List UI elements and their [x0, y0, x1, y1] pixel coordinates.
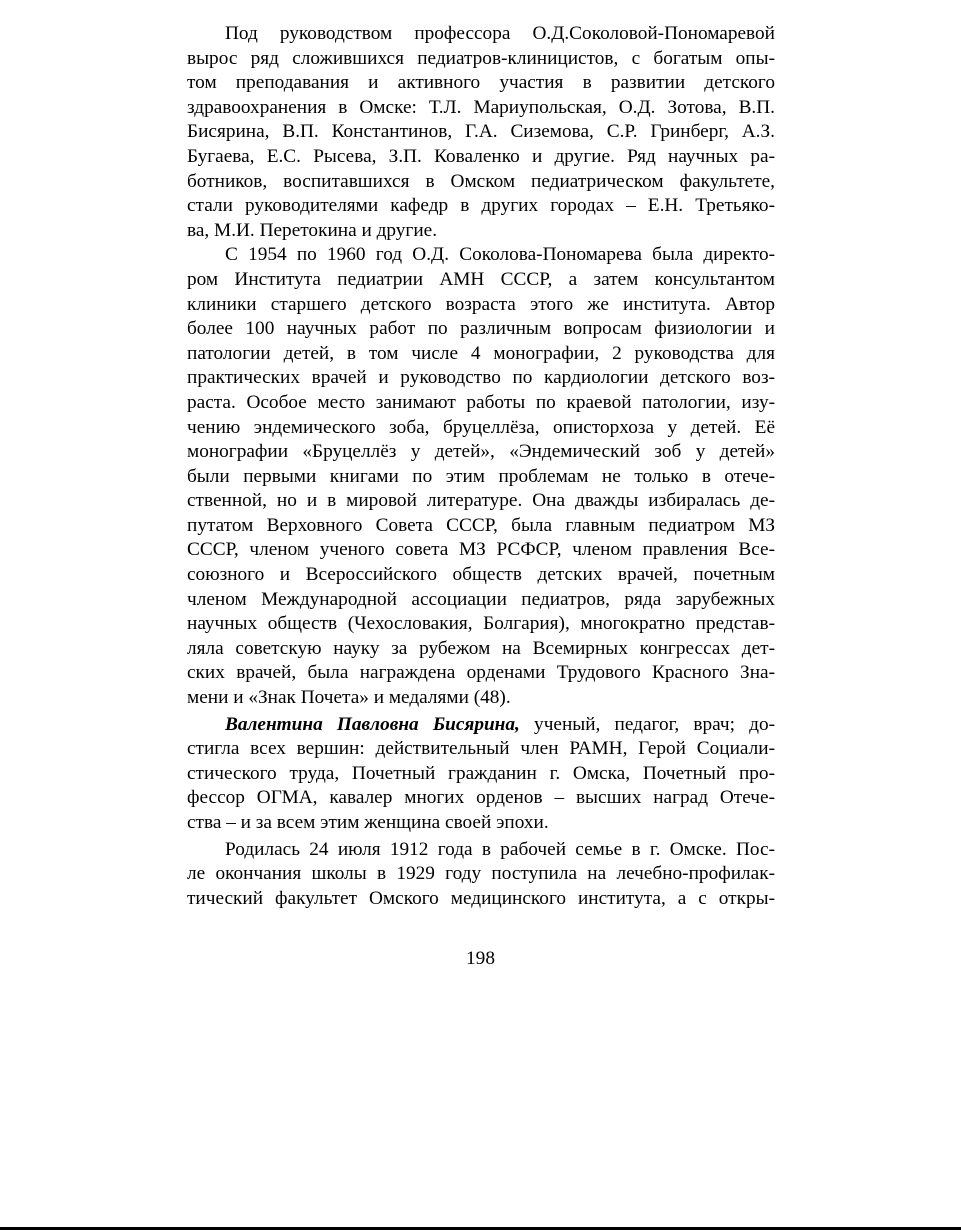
- text-line: монографии «Бруцеллёз у детей», «Эндемический зоб у детей»: [187, 441, 775, 463]
- text-line: союзного и Всероссийского обществ детских врачей, почетным: [187, 564, 775, 586]
- text-fragment: ученый, педагог, врач; до-: [519, 713, 776, 735]
- text-line: более 100 научных работ по различным вопросам физиологии и: [187, 318, 775, 340]
- text-line: раста. Особое место занимают работы по краевой патологии, изу-: [187, 391, 775, 413]
- page-number: 198: [466, 948, 495, 969]
- person-name: Валентина Павловна Бисярина,: [225, 713, 520, 735]
- text-line: чению эндемического зоба, бруцеллёза, описторхоза у детей. Её: [187, 416, 775, 438]
- text-line: научных обществ (Чехословакия, Болгария), многократно представ-: [187, 613, 775, 635]
- text-line: тический факультет Омского медицинского института, а с откры-: [187, 887, 775, 909]
- text-line: ляла советскую науку за рубежом на Всемирных конгрессах дет-: [187, 637, 775, 659]
- text-line: ром Института педиатрии АМН СССР, а затем консультантом: [187, 268, 775, 290]
- text-line: членом Международной ассоциации педиатров, ряда зарубежных: [187, 588, 775, 610]
- text-line: [187, 713, 775, 738]
- text-line: клиники старшего детского возраста этого же института. Автор: [187, 293, 775, 315]
- text-line: Бугаева, Е.С. Рысева, З.П. Коваленко и другие. Ряд научных ра-: [187, 145, 775, 167]
- text-line: ботников, воспитавшихся в Омском педиатрическом факультете,: [187, 170, 775, 192]
- text-line: Родилась 24 июля 1912 года в рабочей семье в г. Омске. Пос-: [225, 838, 775, 860]
- paragraph: [187, 838, 775, 912]
- text-line: фессор ОГМА, кавалер многих орденов – высших наград Отече-: [187, 787, 775, 809]
- text-line: практических врачей и руководство по кардиологии детского воз-: [187, 367, 775, 389]
- text-line: стического труда, Почетный гражданин г. Омска, Почетный про-: [187, 762, 775, 784]
- text-line: стигла всех вершин: действительный член РАМН, Герой Социали-: [187, 738, 775, 760]
- text-line: ственной, но и в мировой литературе. Она дважды избиралась де-: [187, 490, 775, 512]
- text-line: здравоохранения в Омске: Т.Л. Мариупольская, О.Д. Зотова, В.П.: [187, 96, 775, 118]
- text-line: том преподавания и активного участия в развитии детского: [187, 72, 775, 94]
- text-line: СССР, членом ученого совета МЗ РСФСР, членом правления Все-: [187, 539, 775, 561]
- text-line: ва, М.И. Перетокина и другие.: [187, 219, 438, 241]
- text-line: ских врачей, была награждена орденами Трудового Красного Зна-: [187, 662, 775, 684]
- text-line: были первыми книгами по этим проблемам не только в отече-: [187, 465, 775, 487]
- text-line: ства – и за всем этим женщина своей эпохи.: [187, 812, 549, 833]
- text-line: Бисярина, В.П. Константинов, Г.А. Сиземова, С.Р. Гринберг, А.З.: [187, 121, 775, 143]
- text-line: Под руководством профессора О.Д.Соколовой-Пономаревой: [225, 23, 775, 44]
- text-line: стали руководителями кафедр в других городах – Е.Н. Третьяко-: [187, 195, 775, 217]
- text-line: патологии детей, в том числе 4 монографии, 2 руководства для: [187, 342, 775, 364]
- text-line: С 1954 по 1960 год О.Д. Соколова-Пономарева была директо-: [225, 244, 775, 266]
- body-text: [187, 22, 775, 911]
- paragraph: [187, 243, 775, 710]
- paragraph: [187, 22, 775, 243]
- text-line: вырос ряд сложившихся педиатров-клиницистов, с богатым опы-: [187, 47, 775, 69]
- text-line: путатом Верховного Совета СССР, была главным педиатром МЗ: [187, 514, 775, 536]
- text-line: ле окончания школы в 1929 году поступила на лечебно-профилак-: [187, 863, 775, 885]
- paragraph: [187, 713, 775, 836]
- text-line: мени и «Знак Почета» и медалями (48).: [187, 687, 511, 709]
